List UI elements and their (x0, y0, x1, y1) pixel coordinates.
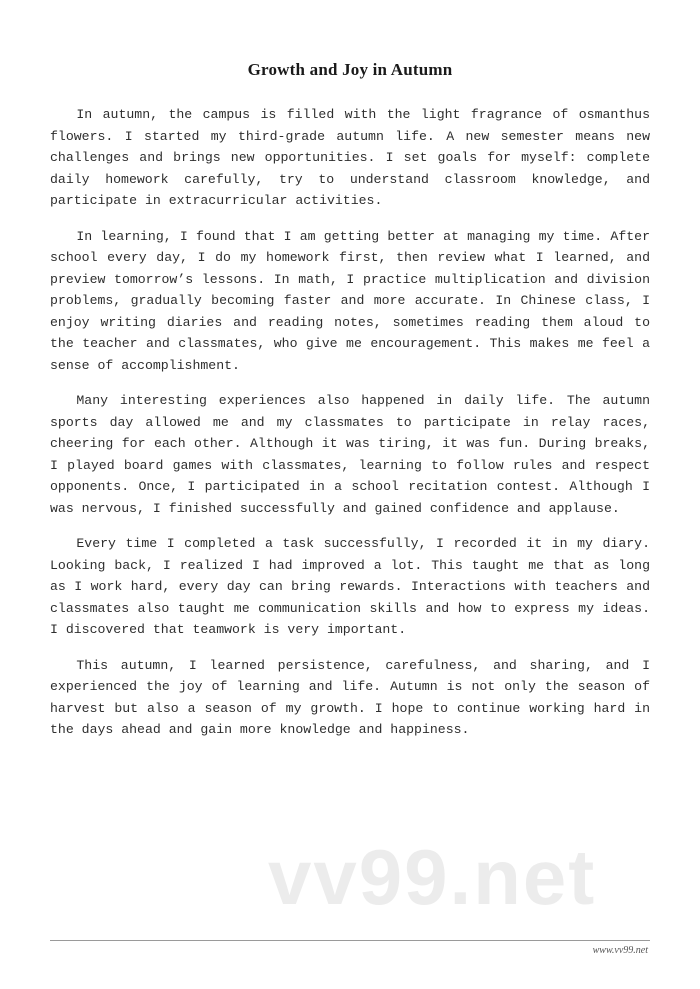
watermark: vv99.net (268, 833, 597, 921)
footer-url: www.vv99.net (592, 945, 648, 956)
paragraph-2: In learning, I found that I am getting better at managing my time. After school every day, I do my homework first, then review what I learned, and preview tomorrow’s lessons. In math, I practice multiplication and division problems, gradually becoming faster and more accurate. In Chinese class, I enjoy writing diaries and reading notes, sometimes reading them aloud to the teacher and classmates, who give me encouragement. This makes me feel a sense of accomplishment. (50, 228, 650, 373)
paragraph-1: In autumn, the campus is filled with the light fragrance of osmanthus flowers. I started my third-grade autumn life. A new semester means new challenges and brings new opportunities. I set goals for myself: complete daily homework carefully, try to understand classroom knowledge, and participate in extracurricular activities. (50, 107, 650, 208)
paragraph-3: Many interesting experiences also happened in daily life. The autumn sports day allowed me and my classmates to participate in relay races, cheering for each other. Although it was tiring, it was fun. During breaks, I played board games with classmates, learning to follow rules and respect opponents. Once, I participated in a school recitation contest. Although I was nervous, I finished successfully and gained confidence and applause. (50, 393, 650, 516)
page-title: Growth and Joy in Autumn (247, 60, 453, 79)
paragraph-4: Every time I completed a task successfully, I recorded it in my diary. Looking back, I realized I had improved a lot. This taught me that as long as I work hard, every day can bring rewards. Interactions with teachers and classmates also taught me communication skills and how to express my ideas. I discovered that teamwork is very important. (50, 536, 650, 637)
footer-divider (50, 940, 650, 941)
document-body (50, 104, 650, 755)
paragraph-5: This autumn, I learned persistence, carefulness, and sharing, and I experienced the joy of learning and life. Autumn is not only the season of harvest but also a season of my growth. I hope to continue working hard in the days ahead and gain more knowledge and happiness. (50, 657, 650, 737)
